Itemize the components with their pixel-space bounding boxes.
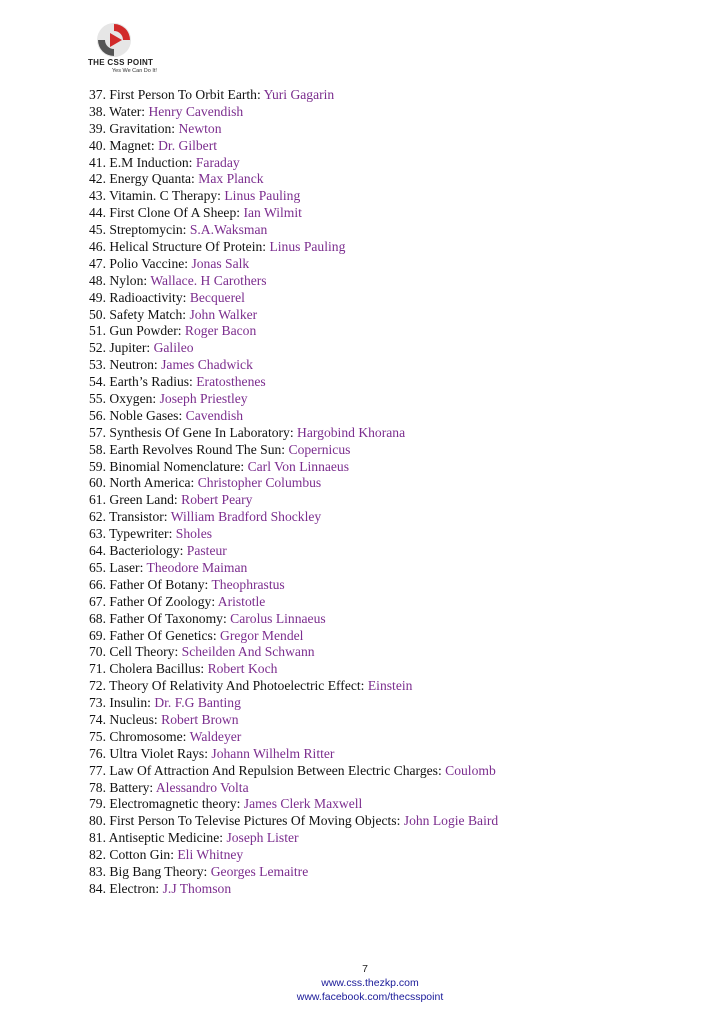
entry-name: Aristotle [217,593,266,609]
entry-label: 83. Big Bang Theory: [89,863,208,879]
list-item [89,796,498,813]
footer-site-row [6,977,728,989]
entry-name: Carolus Linnaeus [230,610,326,626]
entry-name: Galileo [153,340,194,356]
entry-name: Faraday [195,154,240,170]
list-item [89,138,498,155]
logo [84,20,174,78]
entry-name: Linus Pauling [269,239,346,255]
entry-label: 48. Nylon: [89,272,148,288]
entry-label: 43. Vitamin. C Therapy: [89,188,221,204]
list-item [89,273,498,290]
entry-label: 52. Jupiter: [89,340,151,356]
entry-label: 65. Laser: [89,559,144,575]
list-item [89,577,498,594]
entry-label: 49. Radioactivity: [89,289,187,305]
entry-name: Einstein [367,678,413,694]
list-item [89,155,498,172]
entry-name: Max Planck [198,171,264,187]
entry-name: Coulomb [445,762,496,778]
entry-name: Scheilden And Schwann [181,644,315,660]
entry-name: Roger Bacon [184,323,257,339]
list-item [89,881,498,898]
entry-name: Newton [178,120,222,136]
entry-label: 64. Bacteriology: [89,543,184,559]
list-item [89,239,498,256]
list-item [89,323,498,340]
entry-label: 81. Antiseptic Medicine: [89,830,224,846]
logo-name: THE CSS POINT [88,58,154,67]
entry-name: Alessandro Volta [155,779,249,795]
entry-name: S.A.Waksman [189,222,268,238]
entry-name: William Bradford Shockley [170,509,322,525]
entry-label: 55. Oxygen: [89,391,157,407]
entry-name: Robert Peary [181,492,253,508]
entry-name: John Logie Baird [403,813,499,829]
list-item [89,374,498,391]
entry-label: 63. Typewriter: [89,526,173,542]
list-item [89,442,498,459]
list-item [89,695,498,712]
entry-label: 45. Streptomycin: [89,222,187,238]
entry-label: 73. Insulin: [89,695,151,711]
entry-label: 82. Cotton Gin: [89,847,174,863]
list-item [89,425,498,442]
entry-name: Theodore Maiman [146,559,248,575]
entry-label: 66. Father Of Botany: [89,576,209,592]
entry-label: 59. Binomial Nomenclature: [89,458,245,474]
entry-name: Theophrastus [211,576,285,592]
entry-name: Joseph Lister [226,830,299,846]
list-item [89,340,498,357]
list-item [89,628,498,645]
list-item [89,205,498,222]
entry-label: 38. Water: [89,103,146,119]
entry-label: 58. Earth Revolves Round The Sun: [89,441,286,457]
list-item [89,594,498,611]
list-item [89,763,498,780]
list-item [89,847,498,864]
list-item [89,746,498,763]
entry-label: 72. Theory Of Relativity And Photoelectric Effect: [89,678,365,694]
list-item [89,391,498,408]
css-point-logo-icon [94,20,134,60]
inventions-list [89,87,498,898]
list-item [89,459,498,476]
list-item [89,222,498,239]
entry-name: Carl Von Linnaeus [247,458,350,474]
list-item [89,830,498,847]
entry-name: Robert Koch [207,661,278,677]
list-item [89,661,498,678]
entry-label: 46. Helical Structure Of Protein: [89,239,267,255]
entry-label: 84. Electron: [89,880,160,896]
entry-label: 80. First Person To Televise Pictures Of Moving Objects: [89,813,401,829]
entry-label: 76. Ultra Violet Rays: [89,745,208,761]
entry-label: 62. Transistor: [89,509,168,525]
entry-name: John Walker [189,306,258,322]
list-item [89,290,498,307]
list-item [89,307,498,324]
list-item [89,87,498,104]
list-item [89,813,498,830]
entry-name: James Chadwick [161,357,253,373]
entry-label: 74. Nucleus: [89,711,158,727]
list-item [89,864,498,881]
entry-name: Wallace. H Carothers [150,272,267,288]
entry-name: Eli Whitney [177,847,244,863]
entry-name: Johann Wilhelm Ritter [211,745,335,761]
entry-name: Hargobind Khorana [297,424,406,440]
entry-name: Copernicus [288,441,351,457]
entry-name: Waldeyer [189,728,242,744]
entry-label: 37. First Person To Orbit Earth: [89,87,261,102]
entry-name: Ian Wilmit [243,205,302,221]
facebook-link[interactable]: www.facebook.com/thecsspoint [296,991,444,1003]
entry-name: Georges Lemaitre [210,863,309,879]
entry-name: Joseph Priestley [159,391,248,407]
entry-name: Christopher Columbus [197,475,322,491]
entry-label: 71. Cholera Bacillus: [89,661,205,677]
entry-label: 50. Safety Match: [89,306,187,322]
list-item [89,712,498,729]
list-item [89,256,498,273]
entry-name: Gregor Mendel [220,627,304,643]
list-item [89,475,498,492]
list-item [89,780,498,797]
entry-label: 53. Neutron: [89,357,158,373]
entry-label: 69. Father Of Genetics: [89,627,217,643]
page-number: 7 [362,963,368,975]
entry-name: Dr. Gilbert [158,137,218,153]
site-link[interactable]: www.css.thezkp.com [321,977,419,989]
entry-name: James Clerk Maxwell [243,796,363,812]
entry-label: 75. Chromosome: [89,728,187,744]
list-item [89,357,498,374]
list-item [89,509,498,526]
entry-name: Dr. F.G Banting [154,695,241,711]
entry-label: 56. Noble Gases: [89,407,183,423]
entry-name: Jonas Salk [191,255,250,271]
entry-name: Yuri Gagarin [263,87,335,102]
entry-name: Eratosthenes [196,374,266,390]
list-item [89,526,498,543]
entry-label: 47. Polio Vaccine: [89,255,189,271]
entry-name: J.J Thomson [162,880,232,896]
logo-tagline: Yes We Can Do It! [112,68,157,74]
list-item [89,408,498,425]
entry-label: 77. Law Of Attraction And Repulsion Between Electric Charges: [89,762,442,778]
entry-label: 42. Energy Quanta: [89,171,195,187]
entry-label: 41. E.M Induction: [89,154,193,170]
list-item [89,188,498,205]
entry-label: 57. Synthesis Of Gene In Laboratory: [89,424,294,440]
entry-label: 79. Electromagnetic theory: [89,796,241,812]
list-item [89,644,498,661]
list-item [89,611,498,628]
entry-label: 39. Gravitation: [89,120,176,136]
list-item [89,171,498,188]
footer-facebook-row [6,991,728,1003]
entry-label: 61. Green Land: [89,492,178,508]
entry-name: Linus Pauling [224,188,301,204]
entry-name: Robert Brown [161,711,239,727]
entry-name: Pasteur [186,543,227,559]
entry-name: Sholes [175,526,213,542]
entry-label: 40. Magnet: [89,137,155,153]
entry-label: 68. Father Of Taxonomy: [89,610,227,626]
entry-label: 78. Battery: [89,779,154,795]
entry-label: 60. North America: [89,475,195,491]
entry-name: Becquerel [189,289,245,305]
list-item [89,729,498,746]
list-item [89,678,498,695]
list-item [89,492,498,509]
entry-name: Henry Cavendish [148,103,244,119]
entry-label: 70. Cell Theory: [89,644,179,660]
list-item [89,543,498,560]
entry-label: 44. First Clone Of A Sheep: [89,205,241,221]
list-item [89,121,498,138]
entry-label: 54. Earth’s Radius: [89,374,193,390]
list-item [89,104,498,121]
entry-name: Cavendish [185,407,244,423]
entry-label: 51. Gun Powder: [89,323,182,339]
list-item [89,560,498,577]
entry-label: 67. Father Of Zoology: [89,593,216,609]
